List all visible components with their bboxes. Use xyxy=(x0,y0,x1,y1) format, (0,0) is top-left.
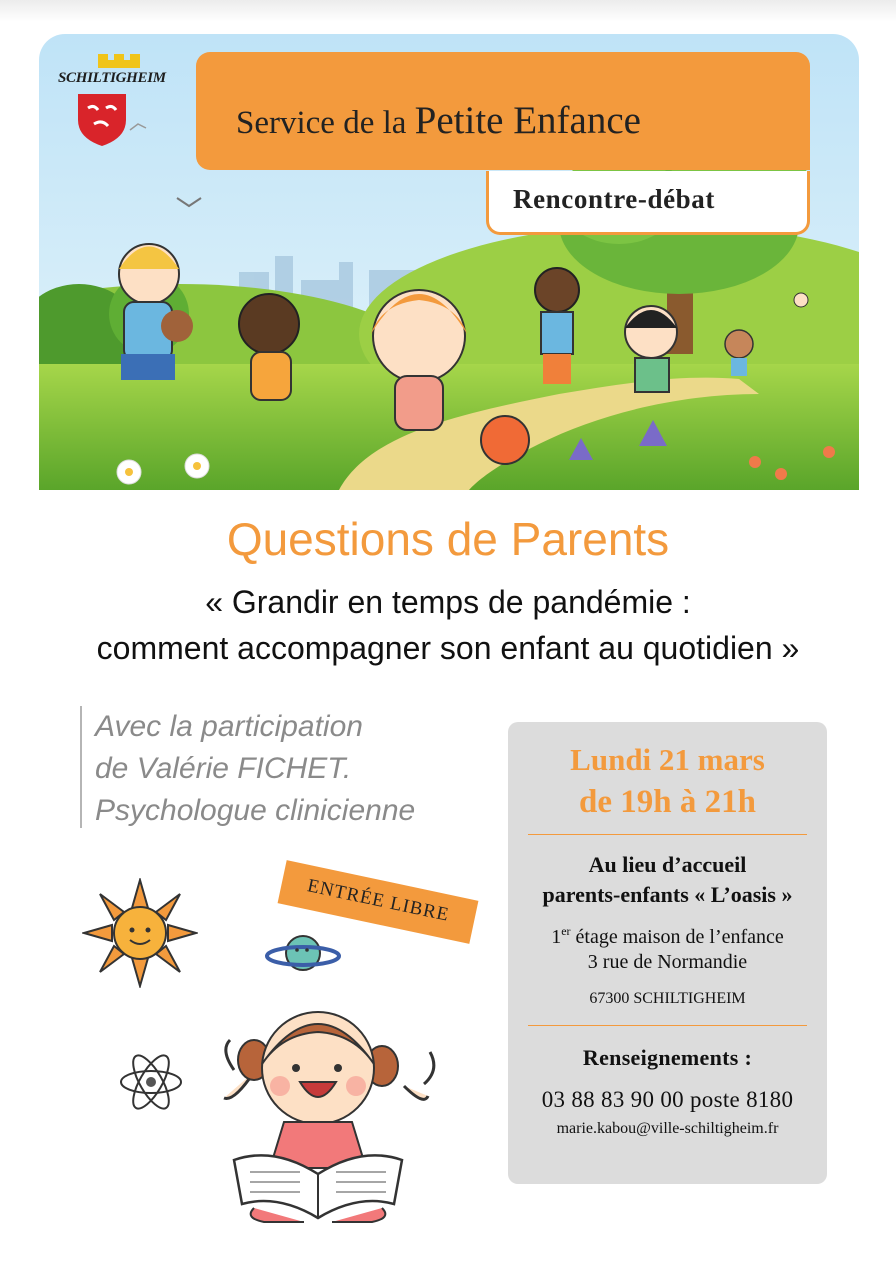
speaker-block xyxy=(80,706,415,828)
venue-line1: Au lieu d’accueil xyxy=(588,852,747,877)
event-heading: Questions de Parents xyxy=(226,513,670,565)
event-time: de 19h à 21h xyxy=(579,784,756,820)
address-city: 67300 SCHILTIGHEIM xyxy=(589,990,746,1007)
floor-number: 1 xyxy=(551,926,562,948)
contact-label: Renseignements : xyxy=(582,1045,753,1070)
speaker-line1: Avec la participation xyxy=(95,710,363,743)
crown-icon xyxy=(98,54,140,68)
speaker-line3: Psychologue clinicienne xyxy=(95,794,416,827)
shield-icon xyxy=(78,94,126,146)
title-prefix: Service de la xyxy=(236,105,415,141)
city-logo xyxy=(54,52,174,148)
event-quote-line2: comment accompagner son enfant au quotidien » xyxy=(96,630,800,666)
atom-icon xyxy=(118,1052,184,1112)
floor-suffix: er xyxy=(561,924,571,938)
sun-icon xyxy=(82,878,198,988)
contact-phone: 03 88 83 90 00 poste 8180 xyxy=(541,1087,794,1112)
event-date: Lundi 21 mars xyxy=(570,742,765,777)
info-box xyxy=(508,722,827,1184)
service-title-box xyxy=(196,52,810,170)
info-divider-top xyxy=(528,834,807,835)
address-line1 xyxy=(508,926,827,949)
speaker-line2: de Valérie FICHET. xyxy=(95,752,352,785)
service-title xyxy=(236,98,790,143)
address-line1-rest: étage maison de l’enfance xyxy=(570,926,784,948)
venue-line2: parents-enfants « L’oasis » xyxy=(542,882,793,907)
contact-email: marie.kabou@ville-schiltigheim.fr xyxy=(556,1120,779,1137)
planet-icon xyxy=(264,930,342,976)
info-divider-bottom xyxy=(528,1025,807,1026)
address-line2: 3 rue de Normandie xyxy=(587,951,748,973)
logo-text: SCHILTIGHEIM xyxy=(58,70,166,86)
subtitle-box xyxy=(486,171,810,235)
entry-free-label: ENTRÉE LIBRE xyxy=(305,875,452,926)
subtitle: Rencontre-débat xyxy=(513,184,715,214)
page-top-shade xyxy=(0,0,896,22)
reading-child-illustration xyxy=(214,1010,444,1226)
event-quote-line1: « Grandir en temps de pandémie : xyxy=(205,584,691,620)
title-main: Petite Enfance xyxy=(414,99,641,142)
